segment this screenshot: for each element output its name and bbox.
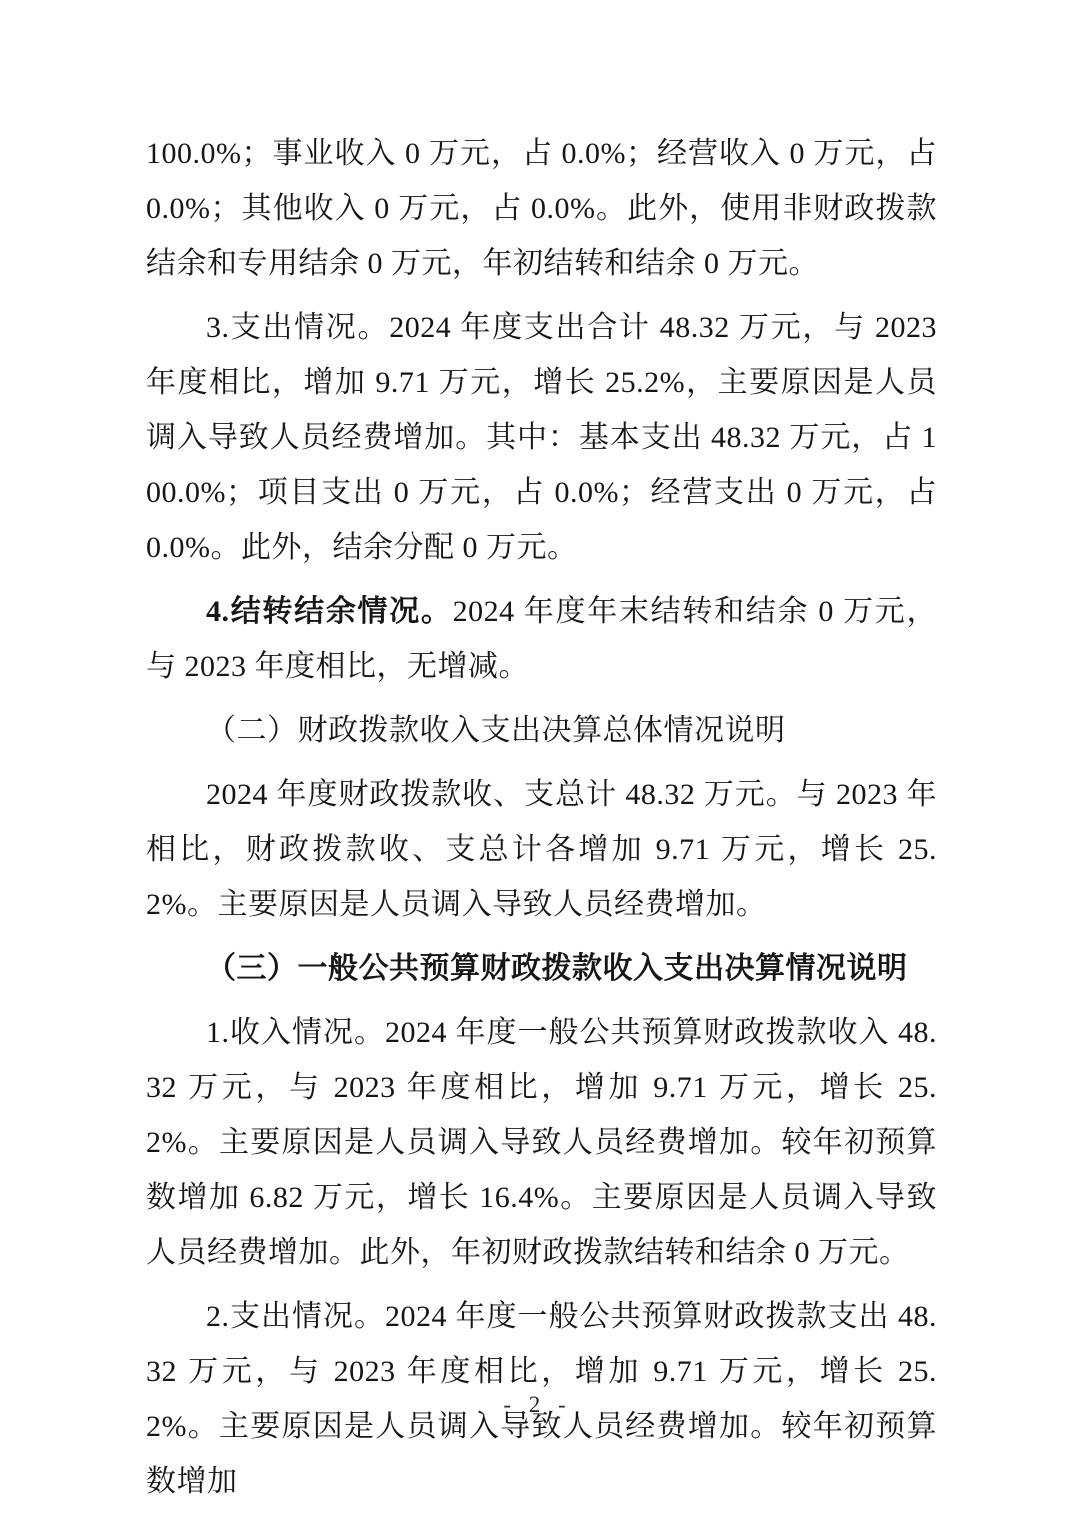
paragraph-carryover-rest: 2024 年度年末结转和结余 0 万元，与 2023 年度相比，无增减。 [146,595,938,683]
paragraph-carryover-lead: 4.结转结余情况。 [206,595,453,628]
paragraph-income-continuation: 100.0%；事业收入 0 万元，占 0.0%；经营收入 0 万元，占 0.0%；其他收入 0 万元，占 0.0%。此外，使用非财政拨款结余和专用结余 0 万元，年初结转和结余 0 万元。 [146,137,937,280]
paragraph-general-income: 1.收入情况。2024 年度一般公共预算财政拨款收入 48.32 万元，与 2023 年度相比，增加 9.71 万元，增长 25.2%。主要原因是人员调入导致人员经费增加。较年初预算数增加 6.82 万元，增长 16.4%。主要原因是人员调入导致人员经费增加。此外，年初财政拨款结转和结余 0 万元。 [146,1016,937,1269]
paragraph-expenditure: 3.支出情况。2024 年度支出合计 48.32 万元，与 2023 年度相比，增加 9.71 万元，增长 25.2%，主要原因是人员调入导致人员经费增加。其中：基本支出 48.32 万元，占 100.0%；项目支出 0 万元，占 0.0%；经营支出 0 万元，占 0.0%。此外，结余分配 0 万元。 [146,311,937,564]
paragraph-general-expenditure: 2.支出情况。2024 年度一般公共预算财政拨款支出 48.32 万元，与 2023 年度相比，增加 9.71 万元，增长 25.2%。主要原因是人员调入导致人员经费增加。较年初预算数增加 [146,1300,937,1498]
paragraph-fiscal-total: 2024 年度财政拨款收、支总计 48.32 万元。与 2023 年相比，财政拨款收、支总计各增加 9.71 万元，增长 25.2%。主要原因是人员调入导致人员经费增加。 [146,778,937,921]
section-heading-3: （三）一般公共预算财政拨款收入支出决算情况说明 [206,952,908,985]
page-number: - 2 - [503,1392,572,1417]
paragraph-carryover [146,584,937,694]
section-heading-2: （二）财政拨款收入支出决算总体情况说明 [206,714,786,747]
document-body [146,126,937,1509]
